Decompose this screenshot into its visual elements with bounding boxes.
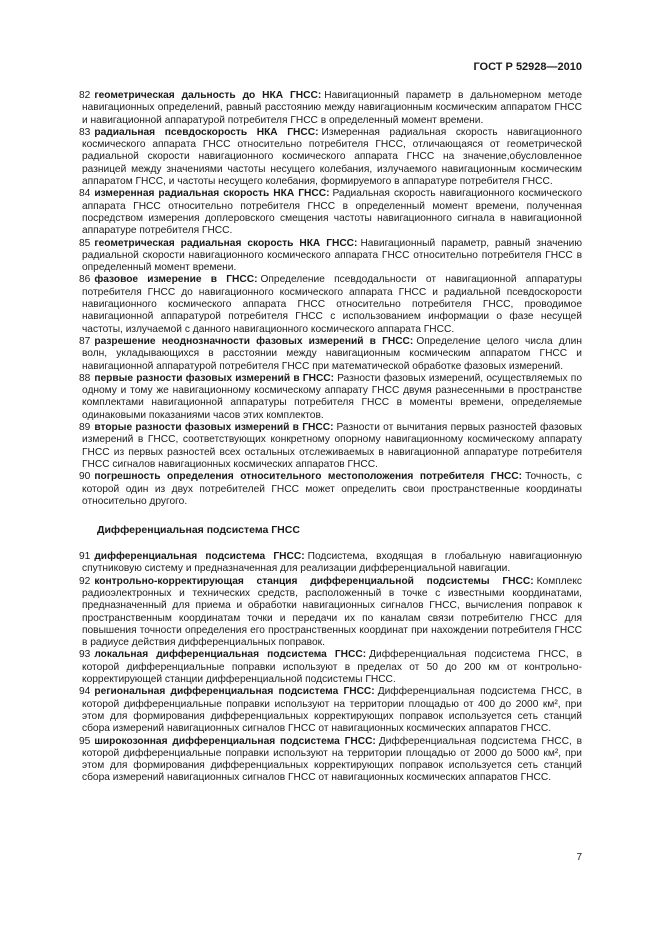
term-entry	[79, 188, 582, 237]
term-entry	[79, 274, 582, 335]
document-code: ГОСТ Р 52928—2010	[473, 61, 582, 73]
terms-list-general	[79, 90, 582, 508]
term-name: локальная дифференциальная подсистема ГНСС:	[94, 649, 367, 661]
term-name: радиальная псевдоскорость НКА ГНСС:	[94, 126, 319, 138]
term-name: дифференциальная подсистема ГНСС:	[94, 551, 305, 563]
term-number: 91	[79, 551, 91, 563]
term-entry	[79, 127, 582, 188]
term-entry	[79, 373, 582, 422]
term-name: региональная дифференциальная подсистема ГНСС:	[94, 686, 375, 698]
term-definition: Радиальная скорость навигационного космического аппарата ГНСС относительно потребителя ГНСС в определенный момент времени, полученная посредством измерения доплеровского смещения частоты навигационного сигнала в навигационной аппаратуре потребителя ГНСС.	[82, 188, 582, 237]
term-entry	[79, 422, 582, 471]
term-number: 93	[79, 649, 91, 661]
term-name: контрольно-корректирующая станция дифференциальной подсистемы ГНСС:	[94, 575, 534, 587]
term-definition: Подсистема, входящая в глобальную навигационную спутниковую систему и предназначенная для реализации дифференциальной навигации.	[82, 551, 582, 575]
term-entry	[79, 686, 582, 735]
term-entry	[79, 576, 582, 650]
term-entry	[79, 336, 582, 373]
term-name: фазовое измерение в ГНСС:	[94, 274, 258, 286]
term-name: первые разности фазовых измерений в ГНСС:	[94, 372, 335, 384]
term-definition: Дифференциальная подсистема ГНСС, в которой дифференциальные поправки используют на территории площадью от 400 до 2000 км², при этом для формирования дифференциальных корректирующих поправок используется сеть станций сбора измерений навигационных сигналов ГНСС от навигационных космических аппаратов ГНСС.	[82, 686, 582, 735]
term-number: 90	[79, 471, 91, 483]
term-definition: Дифференциальная подсистема ГНСС, в которой дифференциальные поправки используют на территории площадью от 2000 до 5000 км², при этом для формирования дифференциальных корректирующих поправок используется сеть станций сбора измерений навигационных сигналов ГНСС от навигационных космических аппаратов ГНСС.	[82, 735, 583, 784]
term-entry	[79, 238, 582, 275]
term-name: геометрическая радиальная скорость НКА ГНСС:	[94, 237, 358, 249]
term-definition: Точность, с которой один из двух потребителей ГНСС может определить свои пространственные координаты относительно другого.	[82, 471, 582, 507]
term-definition: Измеренная радиальная скорость навигационного космического аппарата ГНСС относительно потребителя ГНСС, отличающаяся от геометрической радиальной скорости навигационного космического аппарата ГНСС на значение,обусловленное разницей между значениями частоты несущего колебания, излучаемого навигационным космическим аппаратом ГНСС, и частоты несущего колебания, формируемого в аппаратуре потребителя ГНСС.	[82, 126, 582, 188]
page-number: 7	[576, 852, 582, 863]
term-number: 95	[79, 735, 91, 747]
term-number: 84	[79, 188, 91, 200]
term-name: вторые разности фазовых измерений в ГНСС:	[94, 422, 334, 434]
term-entry	[79, 471, 582, 508]
term-number: 85	[79, 237, 91, 249]
term-definition: Дифференциальная подсистема ГНСС, в которой дифференциальные поправки используют в пределах от 50 до 200 км от контрольно-корректирующей станции дифференциальной подсистемы ГНСС.	[82, 649, 582, 686]
term-number: 89	[79, 422, 91, 434]
term-number: 88	[79, 372, 91, 384]
term-definition: Навигационный параметр, равный значению радиальной скорости навигационного космического аппарата ГНСС относительно потребителя ГНСС в определенный момент времени.	[82, 237, 583, 274]
terms-list-differential	[79, 551, 582, 785]
term-number: 87	[79, 335, 91, 347]
term-definition: Определение целого числа длин волн, укладывающихся в расстоянии между навигационным космическим аппаратом ГНСС и навигационной аппаратурой потребителя ГНСС при математической обработке фазовых измерений.	[82, 335, 582, 372]
term-name: измеренная радиальная скорость НКА ГНСС:	[94, 188, 330, 200]
term-definition: Разности фазовых измерений, осуществляемых по одному и тому же навигационному космическому аппарату ГНСС двумя разнесенными в пространстве комплектами навигационной аппаратуры потребителя ГНСС в моменты времени, определяемые одинаковыми показаниями часов этих комплектов.	[82, 372, 582, 421]
term-name: разрешение неоднозначности фазовых измерений в ГНСС:	[94, 335, 414, 347]
term-entry	[79, 649, 582, 686]
term-name: геометрическая дальность до НКА ГНСС:	[94, 90, 322, 101]
section-title: Дифференциальная подсистема ГНСС	[97, 524, 300, 537]
term-number: 83	[79, 126, 91, 138]
term-number: 94	[79, 686, 91, 698]
term-name: погрешность определения относительного местоположения потребителя ГНСС:	[94, 471, 523, 483]
term-number: 86	[79, 274, 91, 286]
term-definition: Определение псевдодальности от навигационной аппаратуры потребителя ГНСС до навигационного космического аппарата ГНСС и радиальной псевдоскорости навигационного космического аппарата ГНСС относительно потребителя ГНСС, проводимое навигационной аппаратурой потребителя ГНСС с использованием информации о фазе несущей частоты, излучаемой с данного навигационного космического аппарата ГНСС.	[82, 274, 582, 335]
term-number: 92	[79, 575, 91, 587]
term-number: 82	[79, 90, 91, 101]
term-name: широкозонная дифференциальная подсистема ГНСС:	[94, 735, 376, 747]
term-entry	[79, 90, 582, 127]
term-definition: Разности от вычитания первых разностей фазовых измерений в ГНСС, соответствующих конкретному опорному навигационному космическому аппарату ГНСС из первых разностей всех остальных отслеживаемых в навигационной аппаратуре потребителя ГНСС сигналов навигационных космических аппаратов ГНСС.	[82, 422, 582, 470]
term-definition: Навигационный параметр в дальномерном методе навигационных определений, равный расстоянию между навигационным космическим аппаратом ГНСС и навигационной аппаратурой потребителя ГНСС в определенный момент времени.	[82, 90, 582, 126]
term-entry	[79, 551, 582, 576]
term-definition: Комплекс радиоэлектронных и технических средств, расположенный в точке с известными координатами, предназначенный для приема и обработки навигационных сигналов ГНСС, вычисления поправок к пространственным координатам точки и передачи их по каналам связи потребителю ГНСС для повышения точности определения его пространственных координат при нахождении потребителя ГНСС в радиусе действия дифференциальных поправок.	[82, 575, 582, 649]
term-entry	[79, 736, 582, 785]
